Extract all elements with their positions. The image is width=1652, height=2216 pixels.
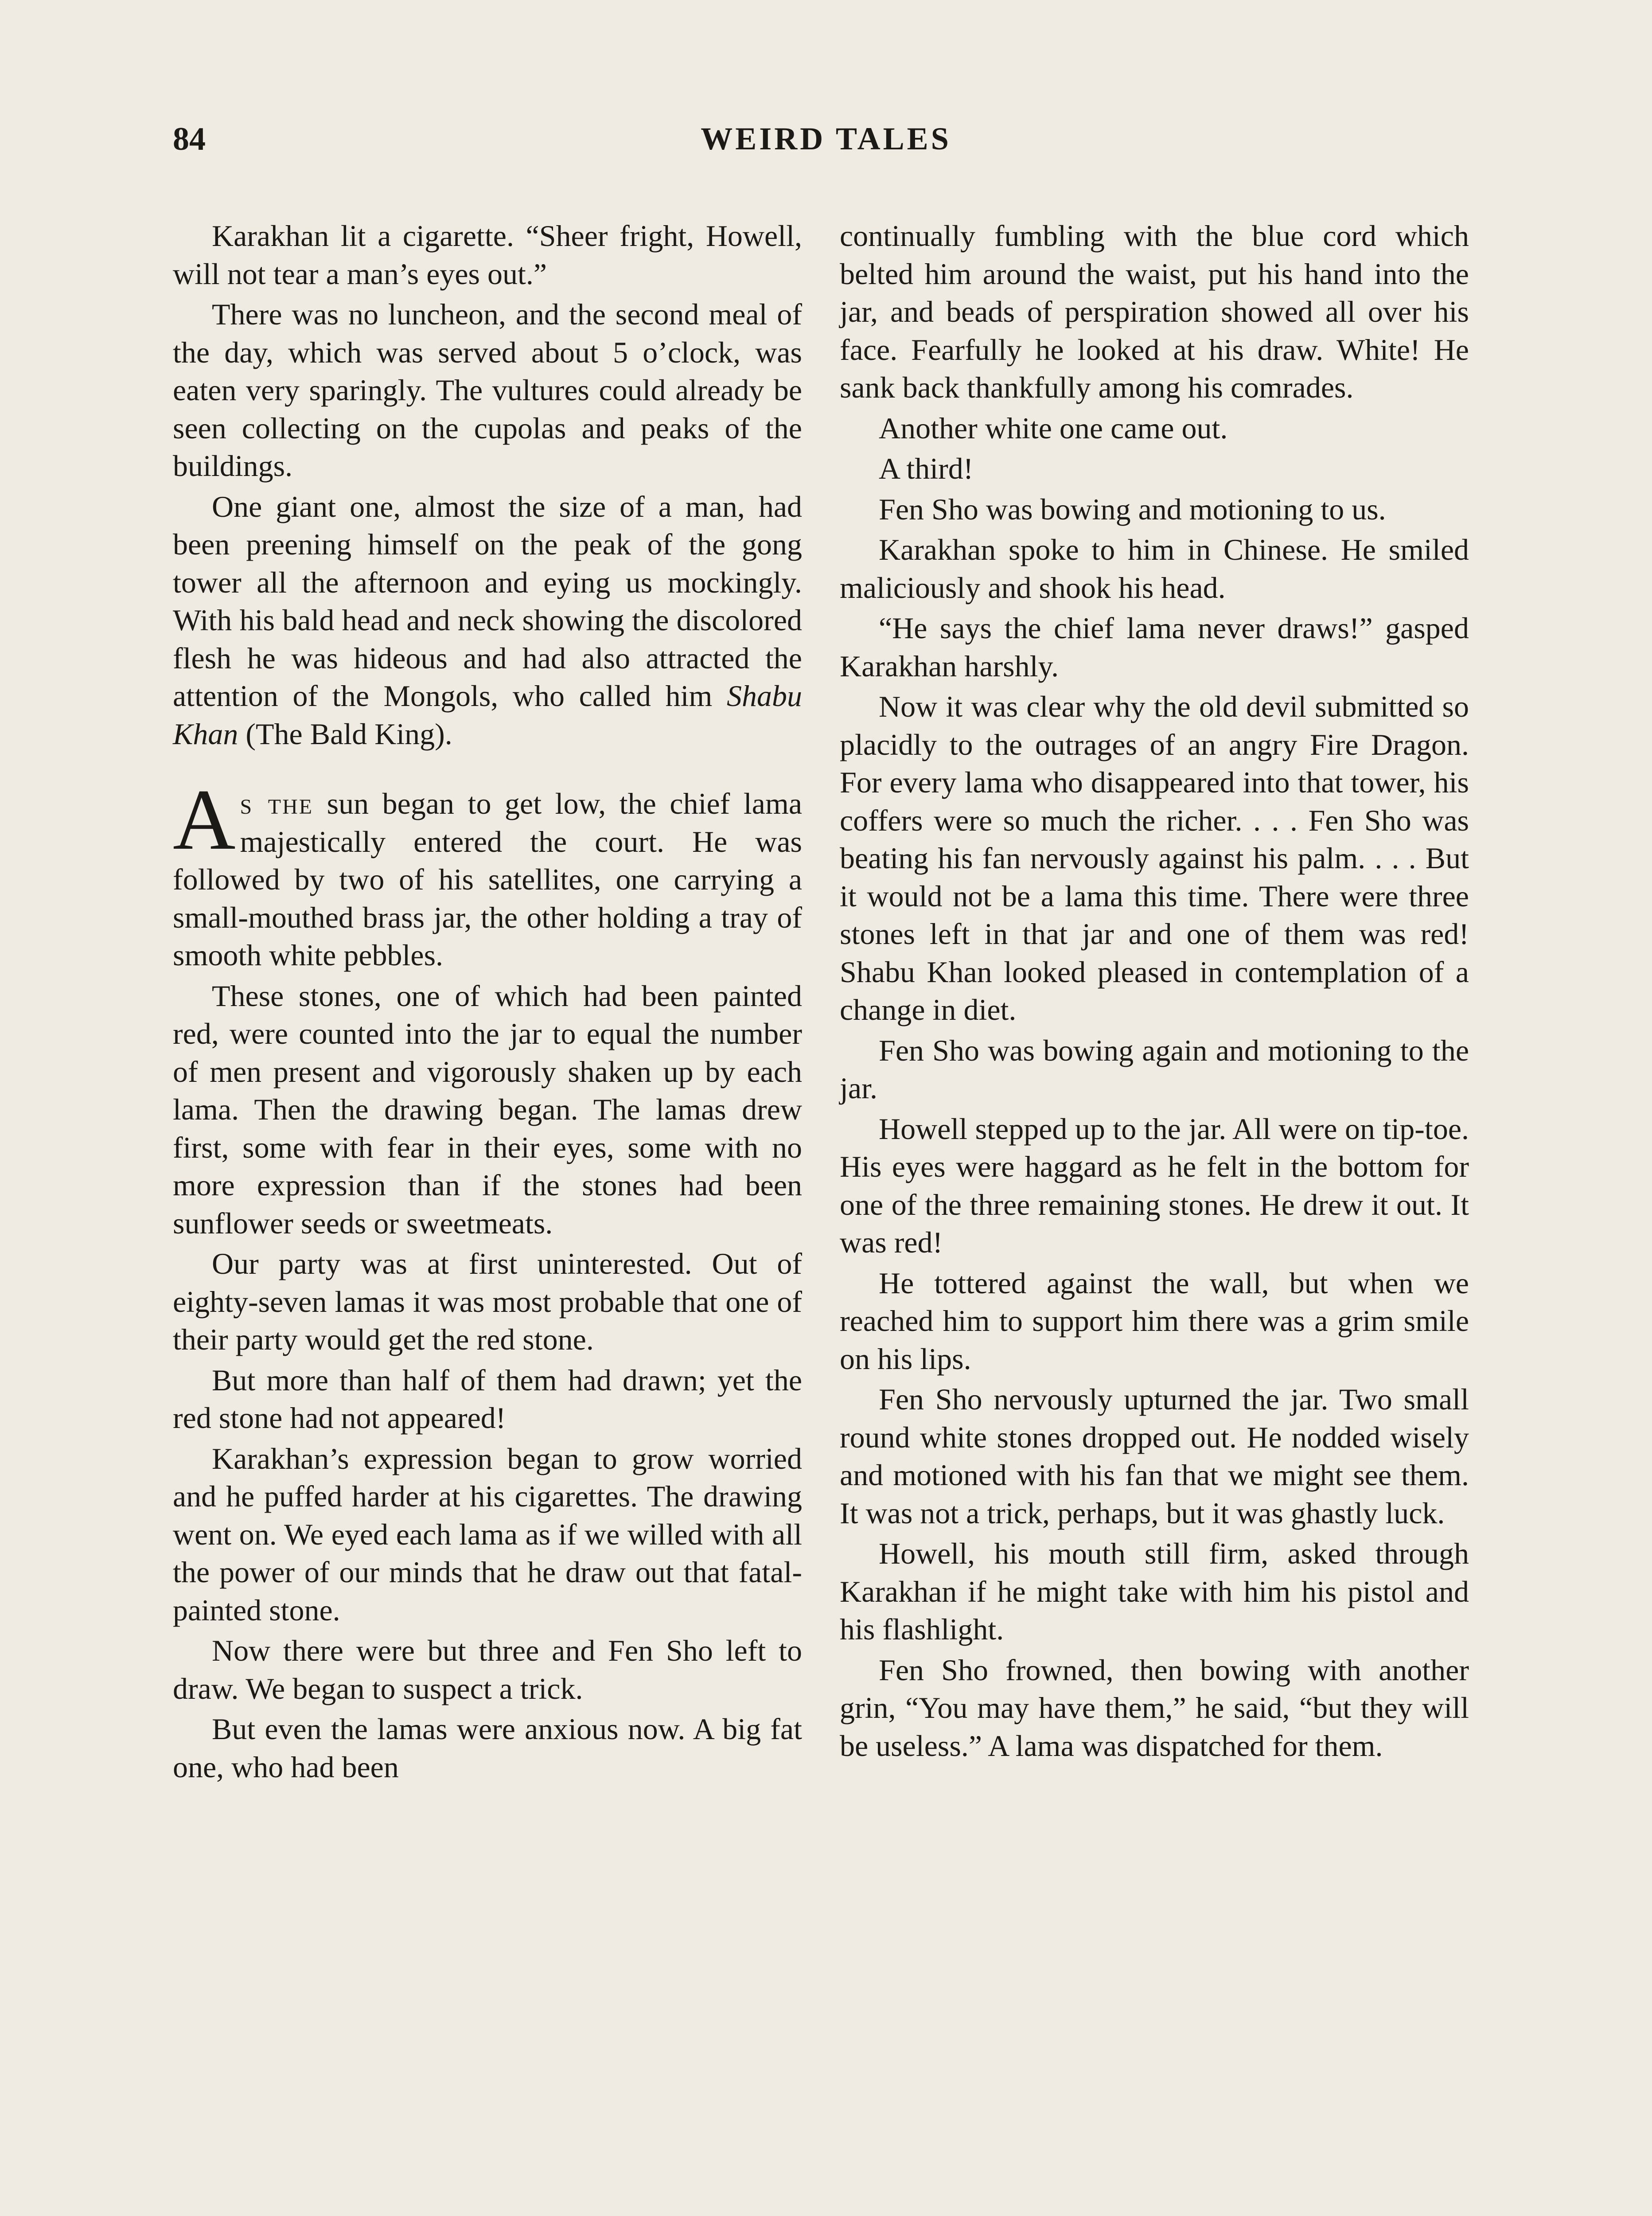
left-column (173, 217, 802, 1789)
paragraph: But even the lamas were anxious now. A big fat one, who had been (173, 1712, 802, 1784)
paragraph: Fen Sho was bowing and motioning to us. (879, 492, 1386, 526)
paragraph-continuation: continually fumbling with the blue cord which belted him around the waist, put his hand into the jar, and beads of perspiration showed all over his face. Fearfully he looked at his draw. White! He sank back thankfully among his comrades. (840, 219, 1469, 404)
drop-cap: A (173, 772, 236, 868)
paragraph (173, 488, 802, 753)
right-column (840, 217, 1469, 1767)
paragraph: Howell, his mouth still firm, asked through Karakhan if he might take with him his pistol and his flashlight. (840, 1537, 1469, 1646)
paragraph: He tottered against the wall, but when we reached him to support him there was a grim smile on his lips. (840, 1266, 1469, 1376)
paragraph: There was no luncheon, and the second meal of the day, which was served about 5 o’clock, was eaten very sparingly. The vultures could already be seen collecting on the cupolas and peaks of the buildings. (173, 297, 802, 483)
paragraph: Fen Sho frowned, then bowing with another grin, “You may have them,” he said, “but they will be useless.” A lama was dispatched for them. (840, 1653, 1469, 1763)
dropcap-paragraph (173, 772, 803, 975)
paragraph: Our party was at first uninterested. Out of eighty-seven lamas it was most probable that one of their party would get the red stone. (173, 1247, 802, 1356)
page-number: 84 (173, 121, 206, 157)
page-header (173, 121, 1479, 169)
paragraph-text: One giant one, almost the size of a man, had been preening himself on the peak of the gong tower all the afternoon and eying us mockingly. With his bald head and neck showing the discolored flesh he was hideous and had also attracted the attention of the Mongols, who called him (173, 489, 802, 713)
paragraph: Fen Sho was bowing again and motioning to the jar. (840, 1033, 1469, 1105)
paragraph-text: sun began to get low, the chief lama majestically entered the court. He was followed by two of his satellites, one carrying a small-mouthed brass jar, the other holding a tray of smooth white pebbles. (173, 787, 803, 972)
paragraph: Karakhan’s expression began to grow worried and he puffed harder at his cigarettes. The drawing went on. We eyed each lama as if we willed with all the power of our minds that he draw out that fatal-painted stone. (173, 1441, 802, 1627)
paragraph: Karakhan lit a cigarette. “Sheer fright, Howell, will not tear a man’s eyes out.” (173, 219, 802, 291)
paragraph: Karakhan spoke to him in Chinese. He smiled maliciously and shook his head. (840, 533, 1469, 605)
paragraph: Another white one came out. (879, 411, 1228, 445)
paragraph: But more than half of them had drawn; yet the red stone had not appeared! (173, 1363, 802, 1435)
paragraph: Howell stepped up to the jar. All were on tip-toe. His eyes were haggard as he felt in the bottom for one of the three remaining stones. He drew it out. It was red! (840, 1112, 1469, 1259)
paragraph: Now it was clear why the old devil submitted so placidly to the outrages of an angry Fire Dragon. For every lama who disappeared into that tower, his coffers were so much the richer. . . . Fen Sho was beating his fan nervously against his palm. . . . But it would not be a lama this time. There were three stones left in that jar and one of them was red! Shabu Khan looked pleased in contemplation of a change in diet. (840, 690, 1469, 1026)
small-caps-lead: s the (240, 787, 314, 820)
italic-name: Shabu Khan (173, 679, 803, 751)
paragraph: “He says the chief lama never draws!” gasped Karakhan harshly. (840, 611, 1469, 683)
running-title: WEIRD TALES (701, 121, 951, 156)
paragraph-text: (The Bald King). (238, 717, 452, 751)
paragraph: Now there were but three and Fen Sho left to draw. We began to suspect a trick. (173, 1634, 802, 1705)
paragraph: Fen Sho nervously upturned the jar. Two small round white stones dropped out. He nodded wisely and motioned with his fan that we might see them. It was not a trick, perhaps, but it was ghastly luck. (840, 1382, 1469, 1530)
paragraph: A third! (879, 452, 974, 485)
paragraph: These stones, one of which had been painted red, were counted into the jar to equal the number of men present and vigorously shaken up by each lama. Then the drawing began. The lamas drew first, some with fear in their eyes, some with no more expression than if the stones had been sunflower seeds or sweetmeats. (173, 979, 802, 1240)
